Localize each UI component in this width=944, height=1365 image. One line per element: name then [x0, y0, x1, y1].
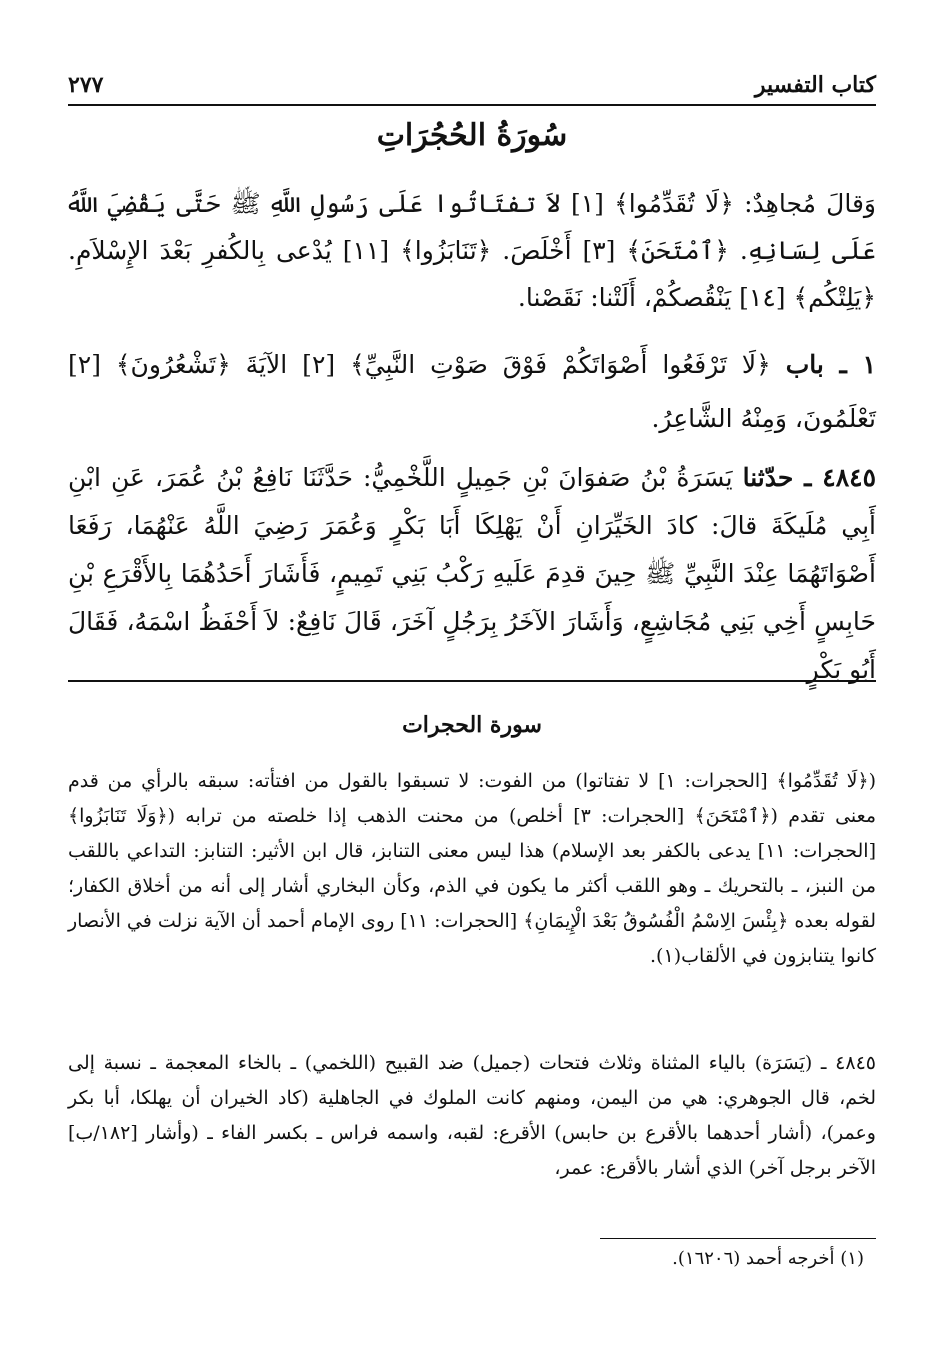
book-title: كتاب التفسير	[754, 72, 876, 98]
intro-paragraph: وَقالَ مُجاهِدٌ: ﴿لَا تُقَدِّمُوا﴾ [١] لاَ تفتَاتُوا عَلَى رَسُولِ اللَّهِ ﷺ حَتَّى يَقْضِيَ اللَّهُ عَلَى لِسَانِهِ. ﴿ٱمْتَحَنَ﴾ [٣] أَخْلَصَ. ﴿تَنَابَزُوا﴾ [١١] يُدْعى بِالكُفرِ بَعْدَ الإِسْلاَمِ. ﴿يَلِتْكُم﴾ [١٤] يَنْقُصكُمْ، أَلَتْنا: نَقَصْنا.	[68, 189, 876, 312]
bab-number: ١ ـ باب	[785, 350, 876, 379]
commentary-paragraph-1: (﴿لَا تُقَدِّمُوا﴾ [الحجرات: ١] لا تفتاتوا) من الفوت: لا تسبقوا بالقول من افتأته: سبقه بالرأي من قدم معنى تقدم (﴿ٱمْتَحَنَ﴾ [الحجرات: ٣] أخلص) من محنت الذهب إذا خلصته من ترابه (﴿وَلَا تَنَابَزُوا﴾ [الحجرات: ١١] يدعى بالكفر بعد الإسلام) هذا ليس معنى التنابز، قال ابن الأثير: التنابز: التداعي باللقب من النبز، ـ بالتحريك ـ وهو اللقب أكثر ما يكون في الذم، وكأن البخاري أشار إلى أنه من أخلاق الكفار؛ لقوله بعده ﴿بِئْسَ الِاسْمُ الْفُسُوقُ بَعْدَ الْإِيمَانِ﴾ [الحجرات: ١١] روى الإمام أحمد أن الآية نزلت في الأنصار كانوا يتنابزون في الألقاب(١).	[68, 770, 877, 967]
footnote: (١) أخرجه أحمد (١٦٢٠٦).	[672, 1248, 864, 1269]
commentary-title: سورة الحجرات	[402, 712, 542, 738]
section-divider	[68, 680, 876, 682]
commentary-paragraph-2: ٤٨٤٥ ـ (يَسَرَة) بالياء المثناة وثلاث فتحات (جميل) ضد القبيح (اللخمي) ـ بالخاء المعجمة ـ نسبة إلى لخم، قال الجوهري: هي من اليمن، ومنهم كانت الملوك في الجاهلية (كاد الخيران أن يهلكا، أبا بكر وعمر)، (أشار أحدهما بالأقرع بن حابس) الأقرع: لقبه، واسمه فراس ـ بكسر الفاء ـ (وأشار [١٨٢/ب] الآخر برجل آخر) الذي أشار بالأقرع: عمر،	[68, 1052, 876, 1179]
hadith-paragraph	[68, 454, 876, 694]
page-number: ٢٧٧	[68, 72, 104, 98]
hadith-text: يَسَرَةُ بْنُ صَفوَانَ بْنِ جَمِيلٍ اللَّخْمِيُّ: حَدَّثَنَا نَافِعُ بْنُ عُمَرَ، عَنِ ابْنِ أَبِي مُلَيكَةَ قالَ: كادَ الخَيِّرَانِ أَنْ يَهْلِكَا أَبَا بَكْرٍ وَعُمَرَ رَضِيَ اللَّهُ عَنْهُمَا، رَفَعَا أَصْوَاتَهُمَا عِنْدَ النَّبِيِّ ﷺ حِينَ قدِمَ عَلَيهِ رَكْبُ بَنِي تَمِيمٍ، فَأَشَارَ أَحَدُهُمَا بِالأَقْرَعِ بْنِ حَابِسٍ أَخِي بَنِي مُجَاشِعٍ، وَأَشَارَ الآخَرُ بِرَجُلٍ آخَرَ، قَالَ نَافِعٌ: لاَ أَحْفَظُ اسْمَهُ، فَقَالَ أَبُو بَكْرٍ	[68, 463, 876, 684]
bab-heading	[68, 338, 876, 446]
footnote-divider	[600, 1238, 876, 1239]
bab-text: ﴿لَا تَرْفَعُوا أَصْوَاتَكُمْ فَوْقَ صَوْتِ النَّبِيِّ﴾ [٢] الآيَةَ ﴿تَشْعُرُونَ﴾ [٢] تَعْلَمُونَ، وَمِنْهُ الشَّاعِرُ.	[68, 350, 876, 433]
surah-title: سُورَةُ الحُجُرَاتِ	[376, 118, 568, 153]
page-header	[68, 58, 876, 106]
hadith-number: ٤٨٤٥ ـ حدّثنا	[742, 463, 876, 492]
